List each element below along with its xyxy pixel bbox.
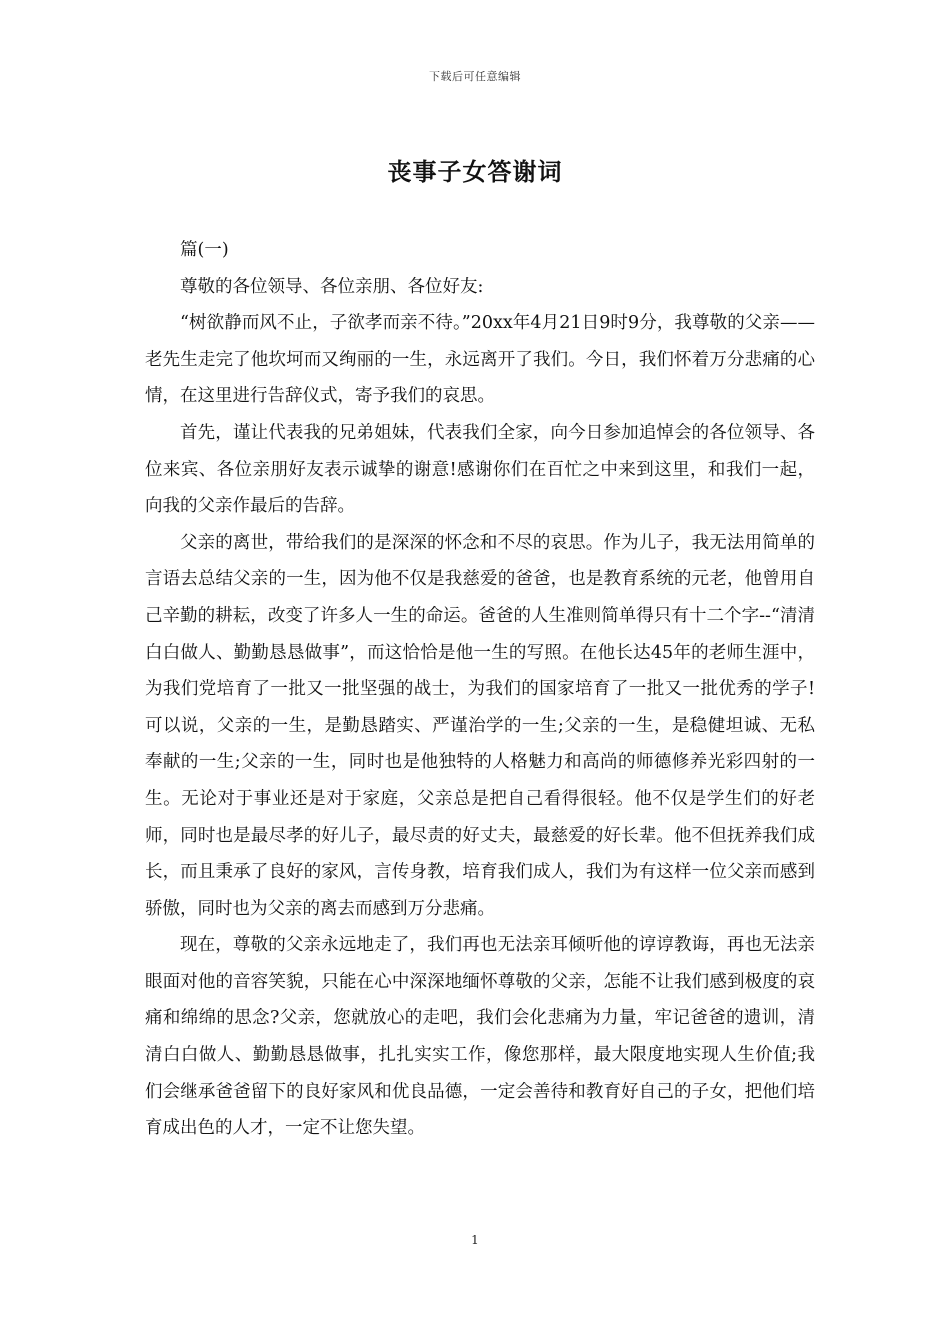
paragraph: 现在，尊敬的父亲永远地走了，我们再也无法亲耳倾听他的谆谆教诲，再也无法亲眼面对他的音容笑貌，只能在心中深深地缅怀尊敬的父亲，怎能不让我们感到极度的哀痛和绵绵的思念?父亲，您就放心的走吧，我们会化悲痛为力量，牢记爸爸的遗训，清清白白做人、勤勤恳恳做事，扎扎实实工作，像您那样，最大限度地实现人生价值;我们会继承爸爸留下的良好家风和优良品德，一定会善待和教育好自己的子女，把他们培育成出色的人才，一定不让您失望。 xyxy=(145,935,815,1139)
document-title: 丧事子女答谢词 xyxy=(387,157,563,186)
paragraph: “树欲静而风不止，子欲孝而亲不待。”20xx年4月21日9时9分，我尊敬的父亲——老先生走完了他坎坷而又绚丽的一生，永远离开了我们。今日，我们怀着万分悲痛的心情，在这里进行告辞仪式，寄予我们的哀思。 xyxy=(145,313,815,407)
page-number: 1 xyxy=(471,1233,479,1247)
salutation: 尊敬的各位领导、各位亲朋、各位好友: xyxy=(180,276,484,297)
header-note: 下载后可任意编辑 xyxy=(429,70,521,83)
section-label: 篇(一) xyxy=(180,240,229,260)
paragraph: 首先，谨让代表我的兄弟姐妹，代表我们全家，向今日参加追悼会的各位领导、各位来宾、各位亲朋好友表示诚挚的谢意!感谢你们在百忙之中来到这里，和我们一起，向我的父亲作最后的告辞。 xyxy=(145,422,815,517)
paragraph: 父亲的离世，带给我们的是深深的怀念和不尽的哀思。作为儿子，我无法用简单的言语去总结父亲的一生，因为他不仅是我慈爱的爸爸，也是教育系统的元老，他曾用自己辛勤的耕耘，改变了许多人一生的命运。爸爸的人生准则简单得只有十二个字--“清清白白做人、勤勤恳恳做事”，而这恰恰是他一生的写照。在他长达45年的老师生涯中，为我们党培育了一批又一批坚强的战士，为我们的国家培育了一批又一批优秀的学子!可以说，父亲的一生，是勤恳踏实、严谨治学的一生;父亲的一生，是稳健坦诚、无私奉献的一生;父亲的一生，同时也是他独特的人格魅力和高尚的师德修养光彩四射的一生。无论对于事业还是对于家庭，父亲总是把自己看得很轻。他不仅是学生们的好老师，同时也是最尽孝的好儿子，最尽责的好丈夫，最慈爱的好长辈。他不但抚养我们成长，而且秉承了良好的家风，言传身教，培育我们成人，我们为有这样一位父亲而感到骄傲，同时也为父亲的离去而感到万分悲痛。 xyxy=(145,532,815,919)
document-body xyxy=(145,232,815,1147)
